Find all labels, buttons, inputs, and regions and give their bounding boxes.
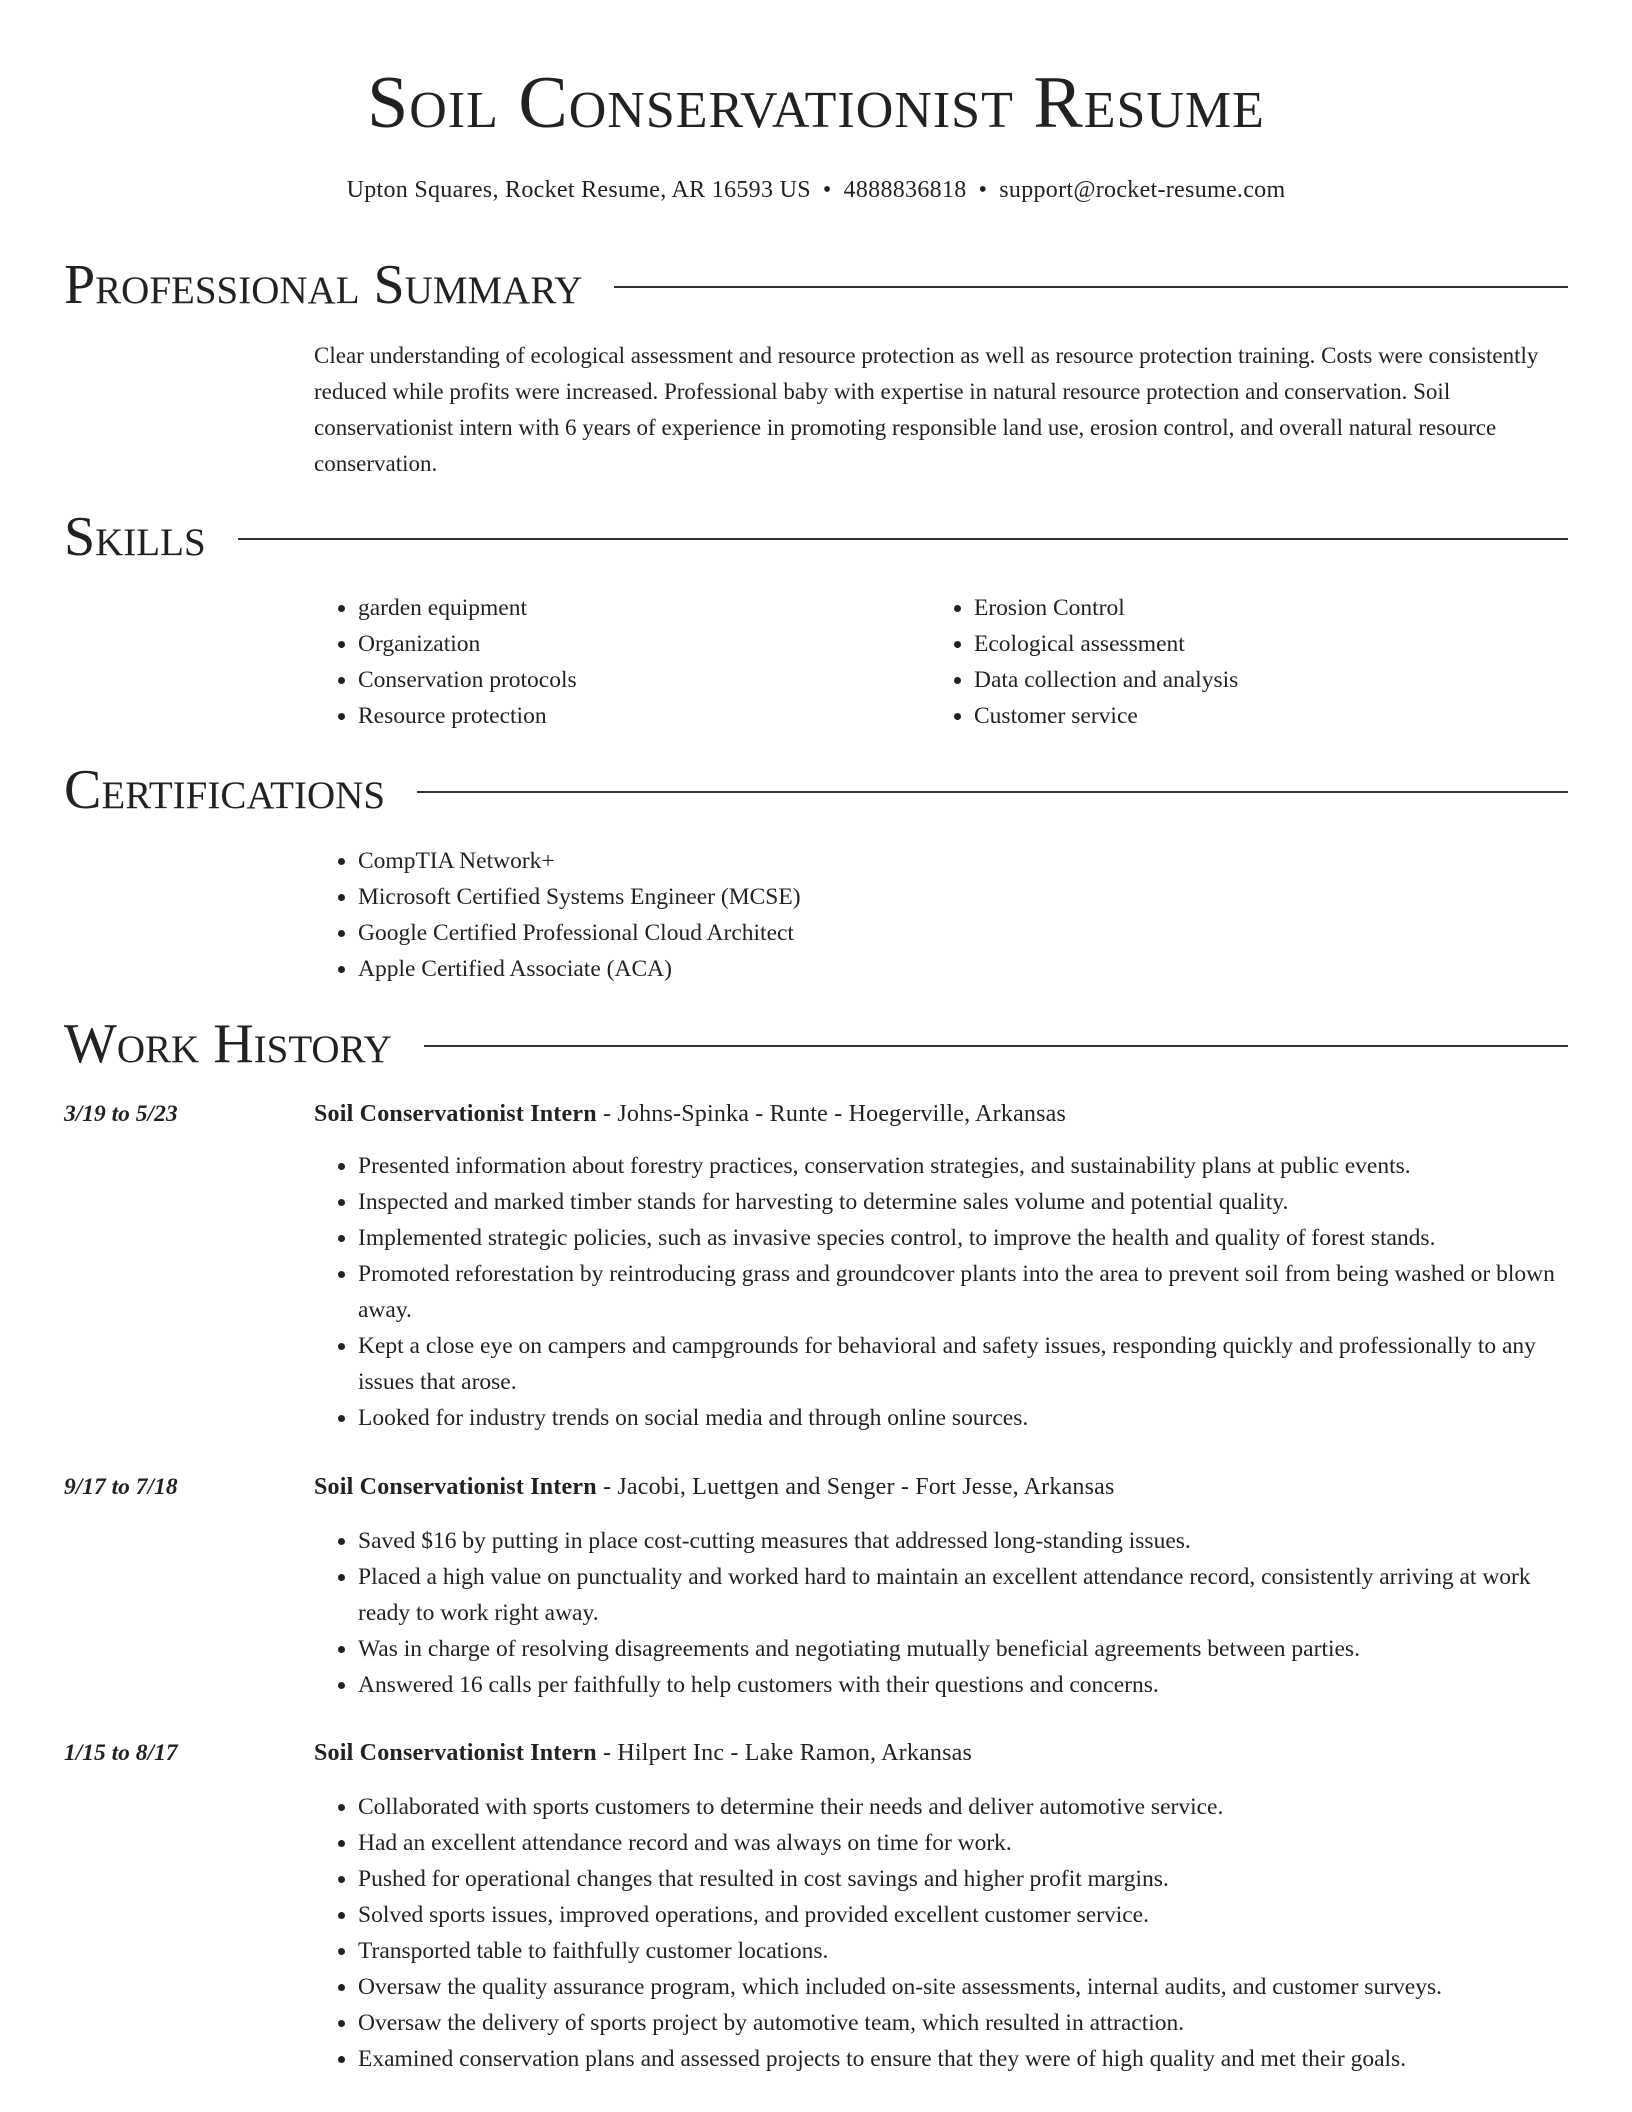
duty-item: • Presented information about forestry practices, conservation strategies, and sustainability plans at public events.	[358, 1148, 1568, 1184]
duty-item: • Placed a high value on punctuality and worked hard to maintain an excellent attendance record, consistently arriving at work ready to work right away.	[358, 1559, 1568, 1631]
duty-item: • Promoted reforestation by reintroducing grass and groundcover plants into the area to prevent soil from being washed or blown away.	[358, 1256, 1568, 1328]
duties-list	[314, 1523, 1568, 1703]
duty-item: • Had an excellent attendance record and was always on time for work.	[358, 1825, 1568, 1861]
duties-list	[314, 1148, 1568, 1436]
job-heading	[314, 1096, 1568, 1132]
job-dates: 3/19 to 5/23	[64, 1101, 178, 1127]
section-title: Skills	[64, 506, 206, 568]
duty-item: • Pushed for operational changes that resulted in cost savings and higher profit margins.	[358, 1861, 1568, 1897]
duty-item: • Oversaw the quality assurance program, which included on-site assessments, internal audits, and customer surveys.	[358, 1969, 1568, 2005]
section-divider	[614, 286, 1568, 288]
certification-item: • Google Certified Professional Cloud Architect	[358, 915, 1214, 951]
certification-item: • Microsoft Certified Systems Engineer (MCSE)	[358, 879, 1214, 915]
resume-title: Soil Conservationist Resume	[367, 62, 1265, 144]
job-dates: 1/15 to 8/17	[64, 1740, 178, 1766]
certifications-section-heading	[64, 755, 1568, 825]
certifications-block	[314, 843, 1214, 987]
skill-item: • Resource protection	[358, 698, 874, 734]
duty-item: • Looked for industry trends on social media and through online sources.	[358, 1400, 1568, 1436]
duty-item: • Saved $16 by putting in place cost-cutting measures that addressed long-standing issues.	[358, 1523, 1568, 1559]
skill-item: • Ecological assessment	[974, 626, 1490, 662]
summary-text: Clear understanding of ecological assessment and resource protection as well as resource protection training. Costs were consistently reduced while profits were increased. Professional baby with expertise in natural resource protection and conservation. Soil conservationist intern with 6 years of experience in promoting responsible land use, erosion control, and overall natural resource conservation.	[314, 343, 1539, 476]
certifications-list	[314, 843, 1214, 987]
skills-section-heading	[64, 502, 1568, 572]
section-divider	[417, 791, 1568, 793]
duty-item: • Implemented strategic policies, such as invasive species control, to improve the health and quality of forest stands.	[358, 1220, 1568, 1256]
certification-item: • CompTIA Network+	[358, 843, 1214, 879]
duty-item: • Was in charge of resolving disagreements and negotiating mutually beneficial agreements between parties.	[358, 1631, 1568, 1667]
job-dates: 9/17 to 7/18	[64, 1474, 178, 1500]
contact-phone: 4888836818	[843, 177, 967, 203]
contact-email: support@rocket-resume.com	[999, 177, 1286, 203]
section-divider	[238, 538, 1568, 540]
skill-item: • Organization	[358, 626, 874, 662]
contact-address: Upton Squares, Rocket Resume, AR 16593 US	[346, 177, 811, 203]
duty-item: • Kept a close eye on campers and campgrounds for behavioral and safety issues, responding quickly and professionally to any issues that arose.	[358, 1328, 1568, 1400]
job-details: - Johns-Spinka - Runte - Hoegerville, Arkansas	[596, 1101, 1067, 1127]
skills-column-right	[930, 590, 1490, 734]
section-title: Professional Summary	[64, 254, 583, 316]
job-duties	[314, 1148, 1568, 1436]
work-history-section-heading	[64, 1009, 1568, 1079]
job-details: - Jacobi, Luettgen and Senger - Fort Jesse, Arkansas	[596, 1474, 1115, 1500]
certification-item: • Apple Certified Associate (ACA)	[358, 951, 1214, 987]
job-heading	[314, 1469, 1568, 1505]
skill-item: • Erosion Control	[974, 590, 1490, 626]
skills-list	[930, 590, 1490, 734]
duty-item: • Collaborated with sports customers to determine their needs and deliver automotive service.	[358, 1789, 1568, 1825]
section-divider	[424, 1045, 1568, 1047]
job-details: - Hilpert Inc - Lake Ramon, Arkansas	[596, 1740, 973, 1766]
duty-item: • Solved sports issues, improved operations, and provided excellent customer service.	[358, 1897, 1568, 1933]
job-role: Soil Conservationist Intern	[314, 1740, 597, 1766]
contact-separator: •	[822, 177, 832, 203]
skill-item: • Data collection and analysis	[974, 662, 1490, 698]
skill-item: • Conservation protocols	[358, 662, 874, 698]
section-title: Certifications	[64, 759, 386, 821]
job-duties	[314, 1789, 1568, 2077]
summary-section-heading	[64, 250, 1568, 320]
contact-separator: •	[978, 177, 988, 203]
duty-item: • Inspected and marked timber stands for harvesting to determine sales volume and potential quality.	[358, 1184, 1568, 1220]
section-title: Work History	[64, 1013, 392, 1075]
job-duties	[314, 1523, 1568, 1703]
duties-list	[314, 1789, 1568, 2077]
duty-item: • Answered 16 calls per faithfully to help customers with their questions and concerns.	[358, 1667, 1568, 1703]
contact-line	[0, 172, 1632, 208]
skills-list	[314, 590, 874, 734]
job-role: Soil Conservationist Intern	[314, 1474, 597, 1500]
job-heading	[314, 1735, 1568, 1771]
duty-item: • Transported table to faithfully customer locations.	[358, 1933, 1568, 1969]
duty-item: • Examined conservation plans and assessed projects to ensure that they were of high quality and met their goals.	[358, 2041, 1568, 2077]
skill-item: • garden equipment	[358, 590, 874, 626]
skill-item: • Customer service	[974, 698, 1490, 734]
skills-column-left	[314, 590, 874, 734]
job-role: Soil Conservationist Intern	[314, 1101, 597, 1127]
duty-item: • Oversaw the delivery of sports project by automotive team, which resulted in attraction.	[358, 2005, 1568, 2041]
